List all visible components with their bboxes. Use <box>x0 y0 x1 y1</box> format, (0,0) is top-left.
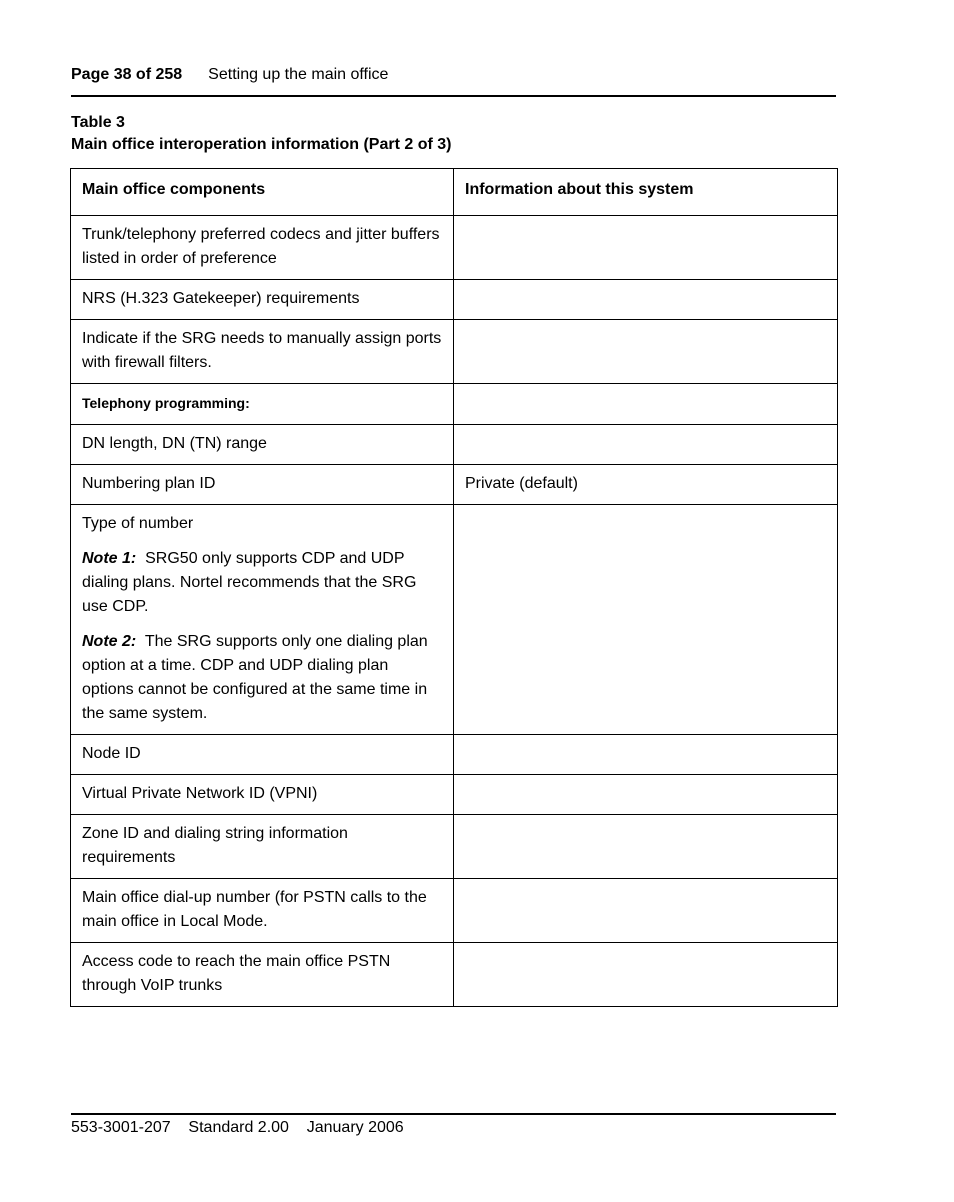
page-number: Page 38 of 258 <box>71 66 183 83</box>
table-row <box>71 425 838 465</box>
section-title: Setting up the main office <box>208 66 389 83</box>
document-date: January 2006 <box>306 1119 404 1136</box>
component-cell: Zone ID and dialing string information requirements <box>71 815 454 879</box>
info-cell <box>454 425 838 465</box>
table-row <box>71 943 838 1007</box>
table-title: Main office interoperation information (Part 2 of 3) <box>71 136 452 153</box>
info-cell: Private (default) <box>454 465 838 505</box>
table-caption <box>71 112 451 156</box>
component-cell: Numbering plan ID <box>71 465 454 505</box>
info-cell <box>454 735 838 775</box>
note-label: Note 1: <box>82 550 137 567</box>
note-text: The SRG supports only one dialing plan option at a time. CDP and UDP dialing plan options cannot be configured at the same time in the same system. <box>82 633 428 722</box>
component-cell: Indicate if the SRG needs to manually assign ports with firewall filters. <box>71 320 454 384</box>
component-cell <box>71 505 454 735</box>
info-cell <box>454 879 838 943</box>
component-cell: Virtual Private Network ID (VPNI) <box>71 775 454 815</box>
page-footer <box>71 1117 404 1139</box>
info-cell <box>454 384 838 425</box>
interoperation-table <box>70 168 838 1007</box>
component-cell: Access code to reach the main office PSTN through VoIP trunks <box>71 943 454 1007</box>
table-row <box>71 815 838 879</box>
footer-rule <box>71 1113 836 1115</box>
info-cell <box>454 943 838 1007</box>
note-text: SRG50 only supports CDP and UDP dialing plans. Nortel recommends that the SRG use CDP. <box>82 550 417 615</box>
table-row <box>71 320 838 384</box>
column-header: Main office components <box>71 169 454 216</box>
table-row <box>71 216 838 280</box>
table-number: Table 3 <box>71 114 125 131</box>
component-cell: Node ID <box>71 735 454 775</box>
info-cell <box>454 320 838 384</box>
info-cell <box>454 815 838 879</box>
table-row <box>71 775 838 815</box>
header-rule <box>71 95 836 97</box>
component-cell: DN length, DN (TN) range <box>71 425 454 465</box>
info-cell <box>454 216 838 280</box>
section-subheading: Telephony programming: <box>82 395 250 411</box>
info-cell <box>454 280 838 320</box>
component-cell: NRS (H.323 Gatekeeper) requirements <box>71 280 454 320</box>
table-row <box>71 879 838 943</box>
table-row <box>71 384 838 425</box>
table-header-row <box>71 169 838 216</box>
note-label: Note 2: <box>82 633 137 650</box>
note-2 <box>82 630 442 726</box>
info-cell <box>454 775 838 815</box>
document-standard: Standard 2.00 <box>188 1119 289 1136</box>
component-label: Type of number <box>82 515 194 532</box>
table-row <box>71 280 838 320</box>
table-row <box>71 505 838 735</box>
component-cell: Main office dial-up number (for PSTN calls to the main office in Local Mode. <box>71 879 454 943</box>
column-header: Information about this system <box>454 169 838 216</box>
component-cell <box>71 384 454 425</box>
component-cell: Trunk/telephony preferred codecs and jitter buffers listed in order of preference <box>71 216 454 280</box>
note-1 <box>82 547 442 619</box>
table-row <box>71 735 838 775</box>
table-row <box>71 465 838 505</box>
page-header <box>71 64 836 86</box>
document-number: 553-3001-207 <box>71 1119 171 1136</box>
info-cell <box>454 505 838 735</box>
